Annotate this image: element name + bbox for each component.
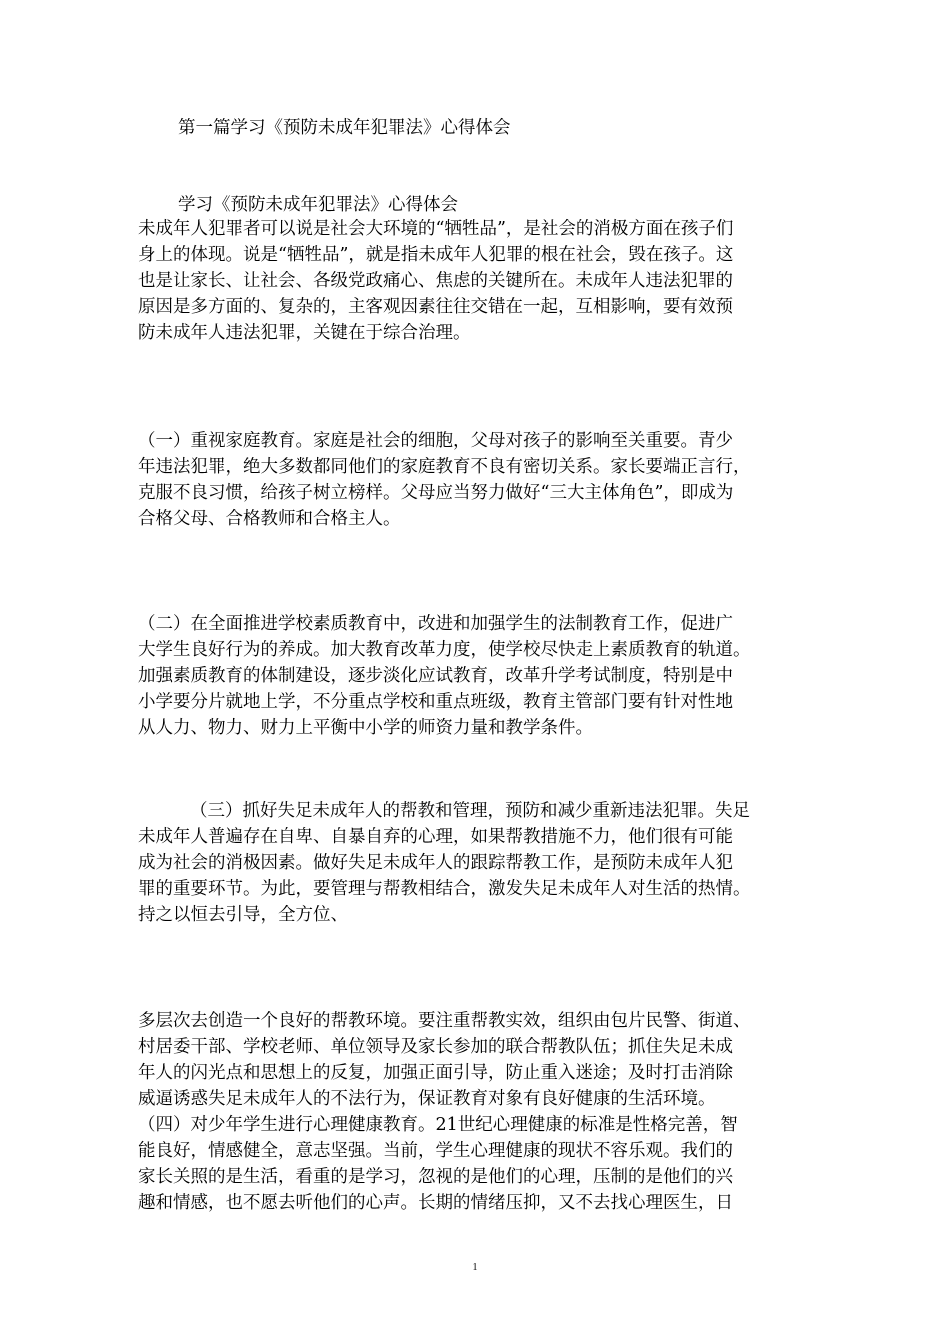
text-line: 趣和情感，也不愿去听他们的心声。长期的情绪压抑，又不去找心理医生，日: [138, 1193, 733, 1213]
text-line: 原因是多方面的、复杂的，主客观因素往往交错在一起，互相影响，要有效预: [138, 297, 733, 317]
text-line: （四）对少年学生进行心理健康教育。21世纪心理健康的标准是性格完善，智: [138, 1115, 738, 1135]
text-line: （一）重视家庭教育。家庭是社会的细胞，父母对孩子的影响至关重要。青少: [138, 431, 733, 451]
text-line: 克服不良习惯，给孩子树立榜样。父母应当努力做好“三大主体角色”，即成为: [138, 483, 734, 503]
text-line: 家长关照的是生活，看重的是学习，忽视的是他们的心理，压制的是他们的兴: [138, 1167, 733, 1187]
text-line: 年违法犯罪，绝大多数都同他们的家庭教育不良有密切关系。家长要端正言行，: [138, 457, 751, 477]
text-line: 身上的体现。说是“牺牲品”，就是指未成年人犯罪的根在社会，毁在孩子。这: [138, 245, 734, 265]
text-line: 年人的闪光点和思想上的反复，加强正面引导，防止重入迷途；及时打击消除: [138, 1063, 733, 1083]
text-line: 持之以恒去引导，全方位、: [138, 905, 348, 925]
text-line: 防未成年人违法犯罪，关键在于综合治理。: [138, 323, 471, 343]
text-line: 能良好，情感健全，意志坚强。当前，学生心理健康的现状不容乐观。我们的: [138, 1141, 733, 1161]
text-line: 未成年人犯罪者可以说是社会大环境的“牺牲品”，是社会的消极方面在孩子们: [138, 219, 734, 239]
text-line: 加强素质教育的体制建设，逐步淡化应试教育，改革升学考试制度，特别是中: [138, 666, 733, 686]
page-number: 1: [472, 1262, 478, 1273]
text-line: （二）在全面推进学校素质教育中，改进和加强学生的法制教育工作，促进广: [138, 614, 733, 634]
document-subtitle: 学习《预防未成年犯罪法》心得体会: [178, 195, 458, 215]
text-line: 村居委干部、学校老师、单位领导及家长参加的联合帮教队伍；抓住失足未成: [138, 1037, 733, 1057]
text-line: 也是让家长、让社会、各级党政痛心、焦虑的关键所在。未成年人违法犯罪的: [138, 271, 733, 291]
text-line: 小学要分片就地上学，不分重点学校和重点班级，教育主管部门要有针对性地: [138, 692, 733, 712]
text-line: （三）抓好失足未成年人的帮教和管理，预防和减少重新违法犯罪。失足: [190, 801, 750, 821]
text-line: 成为社会的消极因素。做好失足未成年人的跟踪帮教工作，是预防未成年人犯: [138, 853, 733, 873]
text-line: 威逼诱惑失足未成年人的不法行为，保证教育对象有良好健康的生活环境。: [138, 1089, 716, 1109]
text-line: 未成年人普遍存在自卑、自暴自弃的心理，如果帮教措施不力，他们很有可能: [138, 827, 733, 847]
text-line: 合格父母、合格教师和合格主人。: [138, 509, 401, 529]
text-line: 多层次去创造一个良好的帮教环境。要注重帮教实效，组织由包片民警、街道、: [138, 1011, 751, 1031]
text-line: 罪的重要环节。为此，要管理与帮教相结合，激发失足未成年人对生活的热情。: [138, 879, 751, 899]
text-line: 大学生良好行为的养成。加大教育改革力度，使学校尽快走上素质教育的轨道。: [138, 640, 751, 660]
text-line: 从人力、物力、财力上平衡中小学的师资力量和教学条件。: [138, 718, 593, 738]
document-title: 第一篇学习《预防未成年犯罪法》心得体会: [178, 118, 511, 138]
